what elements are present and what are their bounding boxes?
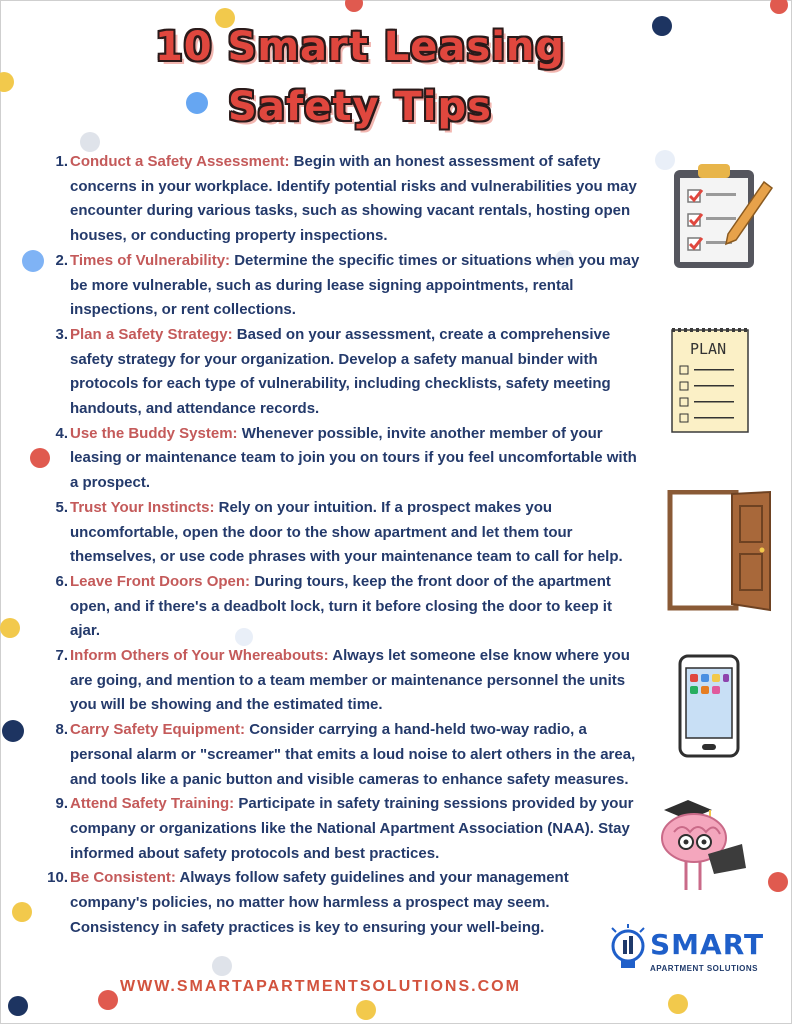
tip-number: 3. [55,325,68,343]
plan-label: PLAN [690,340,727,358]
confetti-dot [98,990,118,1010]
smart-apartment-solutions-logo [608,924,768,984]
tip-number: 1. [55,153,68,170]
confetti-dot [0,618,20,638]
confetti-dot [8,996,28,1016]
lightbulb-building-icon [608,924,648,976]
tip-number: 6. [55,572,68,590]
title-line-2: Safety Tips [228,84,492,130]
open-door-icon [666,490,776,612]
tip-heading: Conduct a Safety Assessment: [70,153,290,170]
tip-heading: Plan a Safety Strategy: [70,325,233,343]
confetti-dot [212,956,232,976]
confetti-dot [356,1000,376,1020]
tip-heading: Times of Vulnerability: [70,251,231,269]
tip-number: 10. [47,869,68,887]
tip-heading: Carry Safety Equipment: [70,721,246,739]
tip-heading: Trust Your Instincts: [70,498,215,516]
tip-number: 4. [55,424,68,442]
tip-body: Always let someone else know where you are going, and mention to a team member or maintenance personnel the units you will be showing and the estimated time. [70,647,630,714]
confetti-dot [668,994,688,1014]
tip-body: Based on your assessment, create a comprehensive safety strategy for your organization. Develop a safety manual binder with protocols for each type of vulnerability, including checklists, safety meeting handouts, and attendance records. [70,325,611,418]
clipboard-checklist-icon [668,160,776,272]
tip-heading: Inform Others of Your Whereabouts: [70,647,329,665]
tip-body: Rely on your intuition. If a prospect makes you uncomfortable, open the door to the show apartment and let them tour themselves, or use code phrases with your maintenance team to call for help. [70,498,623,566]
confetti-dot [12,902,32,922]
tip-item [40,323,640,422]
tip-number: 2. [55,251,68,269]
tip-number: 7. [55,647,68,665]
tip-item [40,150,640,249]
confetti-dot [80,132,100,152]
tip-number: 8. [55,721,68,739]
tip-item [40,866,640,940]
tip-item [40,792,640,866]
title-line-1: 10 Smart Leasing [154,24,566,70]
tip-heading: Attend Safety Training: [70,795,235,813]
tip-body: Determine the specific times or situations when you may be more vulnerable, such as during lease signing appointments, rental inspections, or rent collections. [70,251,640,319]
tips-list [40,150,640,941]
tip-body: During tours, keep the front door of the apartment open, and if there's a deadbolt lock, turn it before closing the door to keep it ajar. [70,572,612,640]
tip-item [40,249,640,323]
tip-item [40,422,640,496]
tip-heading: Use the Buddy System: [70,424,238,442]
brain-graduate-icon [652,792,752,896]
tip-item [40,718,640,792]
logo-name: SMART [650,928,765,961]
tip-heading: Be Consistent: [70,869,176,887]
logo-subtitle: APARTMENT SOLUTIONS [650,964,759,973]
smartphone-icon [678,654,740,758]
confetti-dot [768,872,788,892]
tip-body: Consider carrying a hand-held two-way radio, a personal alarm or "screamer" that emits a loud noise to alert others in the area, and tools like a panic button and visible cameras to enhance safety measures. [70,721,636,788]
tip-item [40,496,640,570]
website-link[interactable]: WWW.SMARTAPARTMENTSOLUTIONS.COM [120,978,521,995]
confetti-dot [2,720,24,742]
tip-item [40,570,640,644]
tip-body: Always follow safety guidelines and your management company's policies, no matter how harmless a prospect may seem. Consistency in safety practices is key to ensuring your well-being. [70,869,569,936]
tip-body: Whenever possible, invite another member of your leasing or maintenance team to join you on tours if you feel uncomfortable with a prospect. [70,424,637,492]
tip-body: Begin with an honest assessment of safety concerns in your workplace. Identify potential risks and vulnerabilities you may encounter during various tasks, such as showing vacant rentals, hosting open houses, or conducting property inspections. [70,153,637,245]
tip-heading: Leave Front Doors Open: [70,572,251,590]
tip-body: Participate in safety training sessions provided by your company or organizations like the National Apartment Association (NAA). Stay informed about safety protocols and best practices. [70,795,634,862]
plan-note-icon [668,324,752,436]
tip-number: 5. [55,498,68,516]
tip-item [40,644,640,718]
tip-number: 9. [55,795,68,813]
